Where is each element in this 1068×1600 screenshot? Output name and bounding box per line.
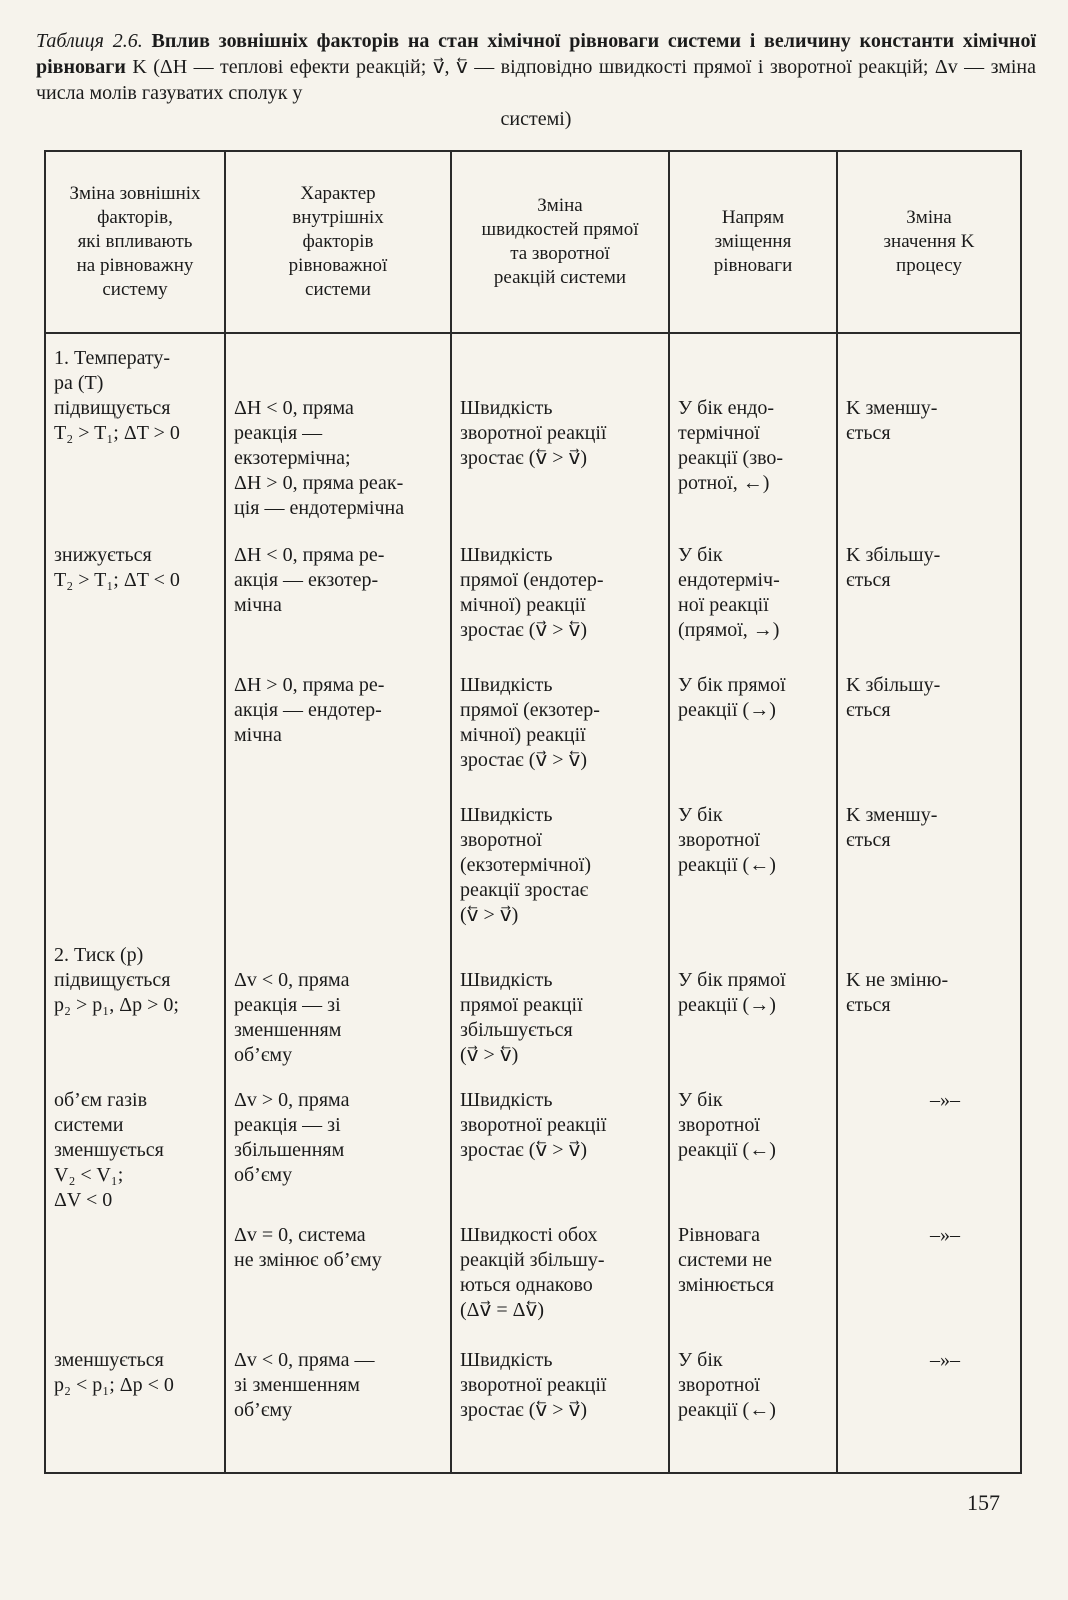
table-cell (45, 1223, 225, 1348)
table-cell: 1. Температу- ра (T) підвищується T₂ > T₁; ΔT > 0 (45, 333, 225, 543)
table-row (45, 1348, 1021, 1473)
header-cell: Зміна швидкостей прямої та зворотної реакцій системи (451, 151, 669, 333)
table-cell: У бік зворотної реакції (←) (669, 1088, 837, 1223)
table-row (45, 1088, 1021, 1223)
table-cell: K зменшу- ється (837, 333, 1021, 543)
table-cell: K зменшу- ється (837, 803, 1021, 943)
table-header-row (45, 151, 1021, 333)
table-cell: –»– (837, 1088, 1021, 1223)
table-cell: Δv < 0, пряма — зі зменшенням об’єму (225, 1348, 451, 1473)
table-cell: Швидкість прямої реакції збільшується (v⃗ > v⃖) (451, 943, 669, 1088)
table-cell (225, 803, 451, 943)
table-caption (36, 28, 1036, 132)
table-row (45, 1223, 1021, 1348)
table-cell: K збільшу- ється (837, 543, 1021, 673)
table-cell: зменшується p₂ < p₁; Δp < 0 (45, 1348, 225, 1473)
table-cell: Швидкість зворотної (екзотермічної) реакції зростає (v⃖ > v⃗) (451, 803, 669, 943)
table-number: Таблиця 2.6. (36, 30, 143, 52)
page-number: 157 (967, 1490, 1000, 1515)
table-cell: Швидкості обох реакцій збільшу- ються однаково (Δv⃗ = Δv⃖) (451, 1223, 669, 1348)
table-cell: Δv > 0, пряма реакція — зі збільшенням об’єму (225, 1088, 451, 1223)
table-cell: Рівновага системи не змінюється (669, 1223, 837, 1348)
header-cell: Зміна зовнішніх факторів, які впливають на рівноважну систему (45, 151, 225, 333)
table-cell: Швидкість зворотної реакції зростає (v⃖ > v⃗) (451, 1348, 669, 1473)
table-cell: K збільшу- ється (837, 673, 1021, 803)
table-legend-end: системі) (500, 108, 572, 130)
table-cell: K не зміню- ється (837, 943, 1021, 1088)
table-cell: 2. Тиск (p) підвищується p₂ > p₁, Δp > 0; (45, 943, 225, 1088)
table-cell: У бік зворотної реакції (←) (669, 803, 837, 943)
table-cell: Швидкість прямої (ендотер- мічної) реакції зростає (v⃗ > v⃖) (451, 543, 669, 673)
equilibrium-table (44, 150, 1022, 1474)
table-row (45, 943, 1021, 1088)
table-row (45, 543, 1021, 673)
table-cell: Δv < 0, пряма реакція — зі зменшенням об’єму (225, 943, 451, 1088)
table-cell (45, 803, 225, 943)
header-cell: Характер внутрішніх факторів рівноважної системи (225, 151, 451, 333)
table-cell: об’єм газів системи зменшується V₂ < V₁; ΔV < 0 (45, 1088, 225, 1223)
table-cell: –»– (837, 1348, 1021, 1473)
table-cell: У бік прямої реакції (→) (669, 943, 837, 1088)
table-cell: Швидкість зворотної реакції зростає (v⃖ > v⃗) (451, 1088, 669, 1223)
table-cell: У бік ендотерміч- ної реакції (прямої, →) (669, 543, 837, 673)
table-cell (45, 673, 225, 803)
table-cell: У бік ендо- термічної реакції (зво- ротної, ←) (669, 333, 837, 543)
table-row (45, 673, 1021, 803)
table-cell: У бік прямої реакції (→) (669, 673, 837, 803)
table-cell: Швидкість зворотної реакції зростає (v⃖ > v⃗) (451, 333, 669, 543)
table-cell: У бік зворотної реакції (←) (669, 1348, 837, 1473)
table-cell: знижується T₂ > T₁; ΔT < 0 (45, 543, 225, 673)
table-cell: ΔH < 0, пряма реакція — екзотермічна; ΔH > 0, пряма реак- ція — ендотермічна (225, 333, 451, 543)
table-title: Вплив зовнішніх факторів на стан хімічної рівноваги системи і величину константи хімічної рівноваги (36, 30, 1037, 78)
table-cell: –»– (837, 1223, 1021, 1348)
table-cell: ΔH > 0, пряма ре- акція — ендотер- мічна (225, 673, 451, 803)
table-row (45, 333, 1021, 543)
table-legend: K (ΔH — теплові ефекти реакцій; v⃗, v⃖ — відповідно швидкості прямої і зворотної реакцій; Δv — зміна числа молів газуватих сполук у (36, 56, 1037, 104)
table-cell: ΔH < 0, пряма ре- акція — екзотер- мічна (225, 543, 451, 673)
table-row (45, 803, 1021, 943)
header-cell: Напрям зміщення рівноваги (669, 151, 837, 333)
header-cell: Зміна значення K процесу (837, 151, 1021, 333)
table-cell: Δv = 0, система не змінює об’єму (225, 1223, 451, 1348)
table-cell: Швидкість прямої (екзотер- мічної) реакції зростає (v⃗ > v⃖) (451, 673, 669, 803)
